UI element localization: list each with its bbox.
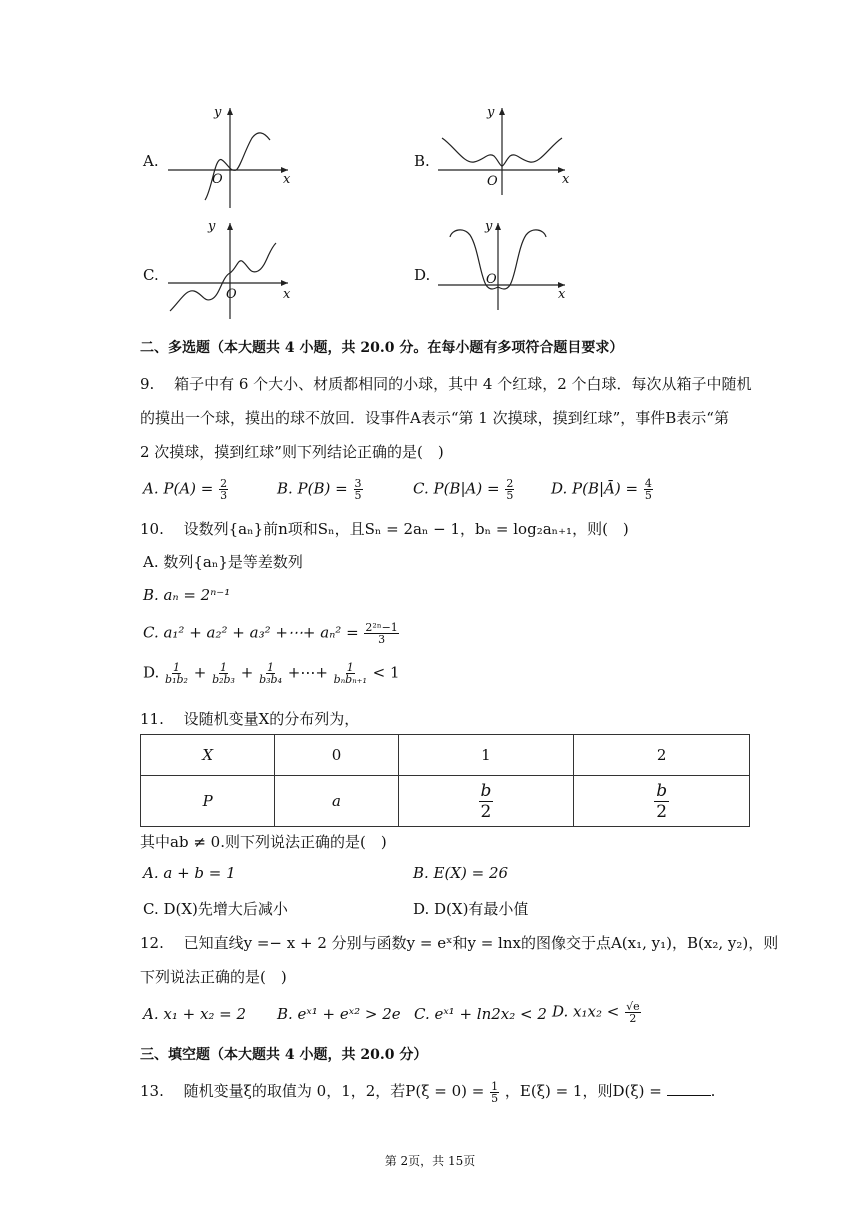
q10-option-c-fraction: $\frac{\text{2²ⁿ−1}}{3}$: [365, 621, 398, 646]
graph-c-plot: [160, 215, 300, 320]
graph-a-origin-label: O: [212, 172, 223, 187]
table-cell: a: [275, 776, 398, 827]
graph-d-origin-label: O: [486, 272, 497, 287]
q10-option-b: B. aₙ = 2ⁿ⁻¹: [143, 586, 231, 604]
q9-option-d-fraction: $\frac{4}{5}$: [644, 477, 652, 502]
q13-answer-blank[interactable]: [667, 1081, 711, 1096]
q11-option-c: C. D(X)先增大后减小: [143, 900, 288, 918]
section-heading-fill-in: 三、填空题（本大题共 4 小题，共 20.0 分）: [140, 1047, 428, 1063]
table-cell: $\frac{b}{2}$: [398, 776, 574, 827]
page-footer: 第 2页，共 15页: [384, 1154, 476, 1168]
graph-d-x-label: x: [558, 287, 566, 302]
q13-text-pre: 13. 随机变量ξ的取值为 0，1，2，若P(ξ = 0) =: [140, 1082, 485, 1100]
graph-b-label: B.: [414, 152, 430, 170]
graph-c-x-label: x: [283, 287, 291, 302]
graph-b-origin-label: O: [487, 174, 498, 189]
q10-option-d: D. $\frac{1}{\text{b₁b₂}}$ + $\frac{1}{\text{b₂b₃}}$ + $\frac{1}{\text{b₃b₄}}$ +⋯+ $\frac{1}{\text{bₙbₙ₊₁}}$ < 1: [143, 661, 400, 686]
graph-b-x-label: x: [562, 172, 570, 187]
q11-distribution-table: [140, 734, 750, 827]
q10-stem: 10. 设数列{aₙ}前n项和Sₙ，且Sₙ = 2aₙ − 1，bₙ = log₂aₙ₊₁，则( ): [140, 520, 629, 538]
graph-d-label: D.: [414, 266, 431, 284]
graph-a-label: A.: [143, 152, 159, 170]
q10-option-d-term-3: $\frac{1}{\text{b₃b₄}}$: [259, 661, 282, 686]
graph-c-origin-label: O: [226, 287, 237, 302]
graph-c-y-label: y: [208, 219, 216, 234]
graph-a-y-label: y: [214, 105, 222, 120]
q10-option-d-term-4: $\frac{1}{\text{bₙbₙ₊₁}}$: [333, 661, 367, 686]
q12-line-1: 12. 已知直线y =− x + 2 分别与函数y = eˣ和y = lnx的图像交于点A(x₁, y₁)，B(x₂, y₂)，则: [140, 934, 779, 952]
q12-option-d: D. x₁x₂ < $\frac{√e}{2}$: [552, 1000, 640, 1025]
table-cell: $\frac{b}{2}$: [574, 776, 750, 827]
question-13: [140, 1080, 715, 1104]
table-cell: 2: [574, 735, 750, 776]
q9-option-c-fraction: $\frac{2}{5}$: [506, 477, 514, 502]
graph-b-y-label: y: [487, 105, 495, 120]
q10-option-c: C. a₁² + a₂² + a₃² +⋯+ aₙ² = $\frac{\text{2²ⁿ−1}}{3}$: [143, 621, 398, 646]
q12-line-2: 下列说法正确的是( ): [140, 968, 287, 986]
q12-option-b: B. eˣ¹ + eˣ² > 2e: [277, 1005, 401, 1023]
q9-option-d: D. P(B|Ā) = $\frac{4}{5}$: [551, 477, 652, 502]
q9-option-a: A. P(A) = $\frac{2}{3}$: [143, 477, 228, 502]
q9-option-a-fraction: $\frac{2}{3}$: [220, 477, 228, 502]
q13-fraction: $\frac{1}{5}$: [491, 1079, 499, 1105]
q10-option-a: A. 数列{aₙ}是等差数列: [143, 553, 303, 571]
table-cell: 1: [398, 735, 574, 776]
q9-option-b-fraction: $\frac{3}{5}$: [354, 477, 362, 502]
q12-option-c: C. eˣ¹ + ln2x₂ < 2: [414, 1005, 547, 1023]
graph-b-plot: [430, 100, 580, 200]
q12-option-a: A. x₁ + x₂ = 2: [143, 1005, 247, 1023]
q13-period: .: [710, 1082, 716, 1100]
table-row: [141, 776, 750, 827]
q11-option-d: D. D(X)有最小值: [413, 900, 529, 918]
table-cell: X: [141, 735, 275, 776]
q10-option-d-term-2: $\frac{1}{\text{b₂b₃}}$: [212, 661, 235, 686]
q9-option-b: B. P(B) = $\frac{3}{5}$: [277, 477, 362, 502]
table-cell: 0: [275, 735, 398, 776]
q9-line-1: 9. 箱子中有 6 个大小、材质都相同的小球，其中 4 个红球，2 个白球．每次从箱子中随机: [140, 375, 752, 393]
q9-line-2: 的摸出一个球，摸出的球不放回．设事件A表示“第 1 次摸球，摸到红球”，事件B表示“第: [140, 409, 729, 427]
q11-option-a: A. a + b = 1: [143, 864, 236, 882]
q11-condition: 其中ab ≠ 0.则下列说法正确的是( ): [140, 833, 387, 851]
q13-text-post: ，E(ξ) = 1，则D(ξ) =: [504, 1082, 662, 1100]
section-heading-multiple-choice: 二、多选题（本大题共 4 小题，共 20.0 分。在每小题有多项符合题目要求）: [140, 340, 624, 356]
graph-d-y-label: y: [485, 219, 493, 234]
graph-c-label: C.: [143, 266, 159, 284]
q12-option-d-fraction: $\frac{√e}{2}$: [626, 1000, 640, 1025]
graph-a-plot: [160, 100, 300, 210]
table-row: [141, 735, 750, 776]
q9-line-3: 2 次摸球，摸到红球”则下列结论正确的是( ): [140, 443, 444, 461]
q10-option-d-term-1: $\frac{1}{\text{b₁b₂}}$: [165, 661, 188, 686]
table-cell: P: [141, 776, 275, 827]
graph-a-x-label: x: [283, 172, 291, 187]
q9-option-c: C. P(B|A) = $\frac{2}{5}$: [413, 477, 514, 502]
q11-option-b: B. E(X) = 26: [413, 864, 509, 882]
q11-stem: 11. 设随机变量X的分布列为，: [140, 710, 360, 728]
